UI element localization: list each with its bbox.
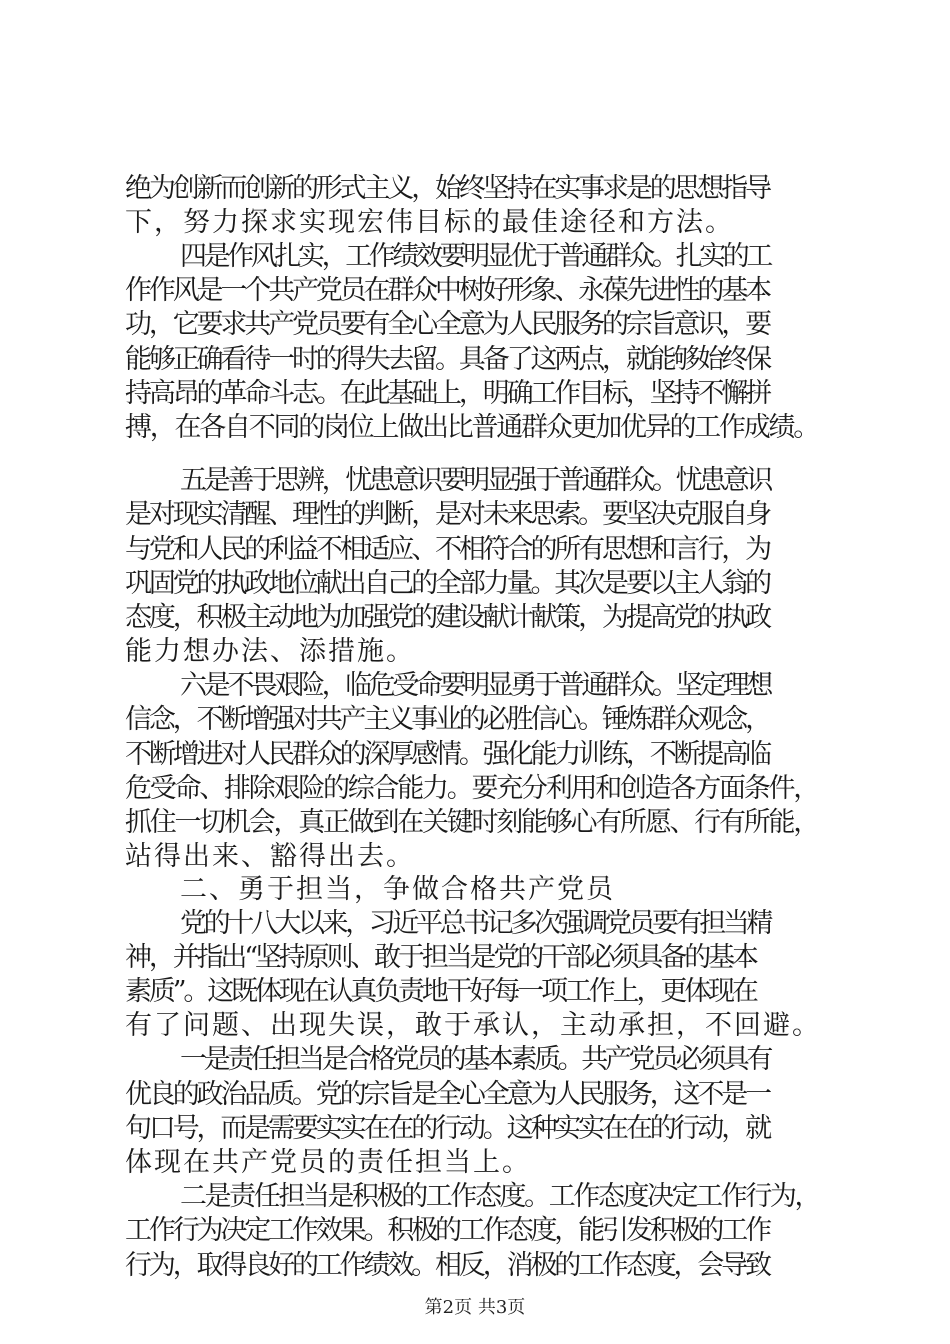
text-line: 二是责任担当是积极的工作态度。工作态度决定工作行为，: [180, 1181, 820, 1212]
text-line: 体现在共产党员的责任担当上。: [125, 1147, 531, 1178]
text-line: 五是善于思辨，忧患意识要明显强于普通群众。忧患意识: [180, 465, 770, 496]
text-line: 绝为创新而创新的形式主义，始终坚持在实事求是的思想指导: [125, 173, 769, 204]
page-footer: 第2页 共3页: [424, 1297, 526, 1318]
text-line: 作作风是一个共产党员在群众中树好形象、永葆先进性的基本: [125, 275, 769, 306]
text-line: 搏，在各自不同的岗位上做出比普通群众更加优异的工作成绩。: [125, 412, 818, 443]
text-line: 能力想办法、添措施。: [125, 636, 415, 667]
text-line: 工作行为决定工作效果。积极的工作态度，能引发积极的工作: [125, 1215, 769, 1246]
text-line: 下，努力探求实现宏伟目标的最佳途径和方法。: [125, 207, 734, 238]
text-line: 党的十八大以来，习近平总书记多次强调党员要有担当精: [180, 908, 770, 939]
text-line: 巩固党的执政地位献出自己的全部力量。其次是要以主人翁的: [125, 568, 769, 599]
text-line: 与党和人民的利益不相适应、不相符合的所有思想和言行，为: [125, 534, 769, 565]
text-line: 态度，积极主动地为加强党的建设献计献策，为提高党的执政: [125, 602, 769, 633]
text-line: 六是不畏艰险，临危受命要明显勇于普通群众。坚定理想: [180, 670, 770, 701]
text-line: 信念，不断增强对共产主义事业的必胜信心。锤炼群众观念，: [125, 704, 769, 735]
text-line: 二、勇于担当，争做合格共产党员: [180, 874, 615, 905]
text-line: 抓住一切机会，真正做到在关键时刻能够心有所愿、行有所能，: [125, 807, 818, 838]
text-line: 危受命、排除艰险的综合能力。要充分利用和创造各方面条件，: [125, 773, 818, 804]
text-line: 四是作风扎实，工作绩效要明显优于普通群众。扎实的工: [180, 241, 770, 272]
text-line: 素质”。这既体现在认真负责地干好每一项工作上，更体现在: [125, 976, 756, 1007]
text-line: 功，它要求共产党员要有全心全意为人民服务的宗旨意识，要: [125, 309, 769, 340]
text-line: 不断增进对人民群众的深厚感情。强化能力训练，不断提高临: [125, 739, 769, 770]
text-line: 优良的政治品质。党的宗旨是全心全意为人民服务，这不是一: [125, 1079, 769, 1110]
text-line: 有了问题、出现失误，敢于承认，主动承担，不回避。: [125, 1010, 821, 1041]
text-line: 一是责任担当是合格党员的基本素质。共产党员必须具有: [180, 1044, 770, 1075]
text-line: 站得出来、豁得出去。: [125, 841, 415, 872]
text-line: 行为，取得良好的工作绩效。相反，消极的工作态度，会导致: [125, 1250, 769, 1281]
text-line: 神，并指出“坚持原则、敢于担当是党的干部必须具备的基本: [125, 942, 756, 973]
text-line: 是对现实清醒、理性的判断，是对未来思索。要坚决克服自身: [125, 499, 769, 530]
text-line: 句口号，而是需要实实在在的行动。这种实实在在的行动，就: [125, 1113, 769, 1144]
text-line: 持高昂的革命斗志。在此基础上，明确工作目标，坚持不懈拼: [125, 378, 769, 409]
text-line: 能够正确看待一时的得失去留。具备了这两点，就能够始终保: [125, 344, 769, 375]
